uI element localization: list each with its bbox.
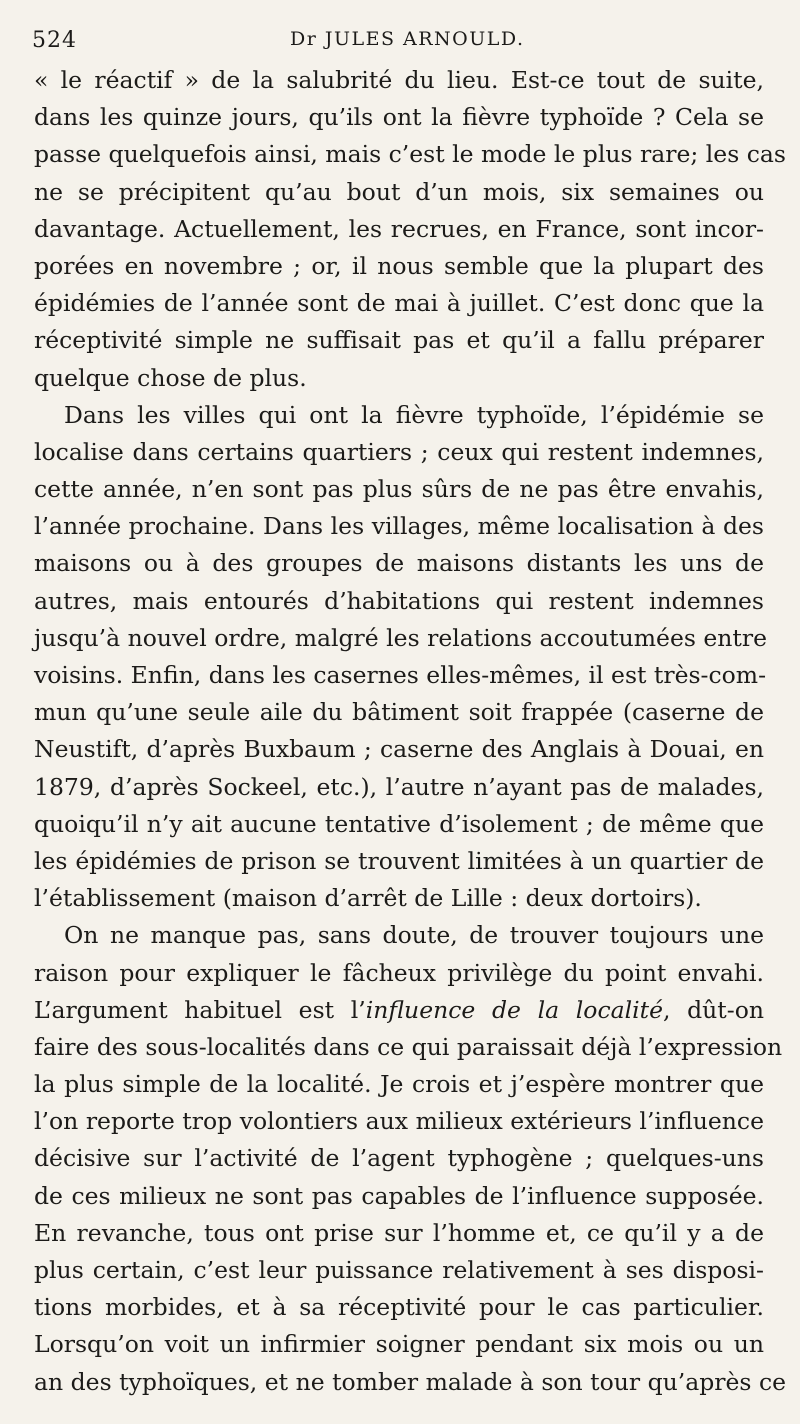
text-line: la plus simple de la localité. Je crois et j’espère montrer que (34, 1070, 764, 1099)
line-prefix: L’argument habituel est l’ (34, 995, 366, 1024)
text-line: dans les quinze jours, qu’ils ont la fièvre typhoïde ? Cela se (34, 103, 764, 132)
text-line: an des typhoïques, et ne tomber malade à son tour qu’après ce (34, 1367, 787, 1396)
running-head-author: Dr JULES ARNOULD. (290, 28, 525, 50)
text-line: tions morbides, et à sa réceptivité pour le cas particulier. (34, 1293, 764, 1322)
text-line: maisons ou à des groupes de maisons distants les uns de (34, 549, 764, 578)
text-line: autres, mais entourés d’habitations qui restent indemnes (34, 586, 764, 615)
line-suffix: , dût-on (663, 995, 764, 1024)
text-line: localise dans certains quartiers ; ceux qui restent indemnes, (34, 437, 764, 466)
running-head (32, 28, 760, 60)
text-line: quoiqu’il n’y ait aucune tentative d’isolement ; de même que (34, 809, 764, 838)
text-line: jusqu’à nouvel ordre, malgré les relations accoutumées entre (34, 623, 768, 652)
paragraph-last-line: l’établissement (maison d’arrêt de Lille : deux dortoirs). (34, 884, 702, 913)
page-number: 524 (32, 28, 77, 53)
text-line: davantage. Actuellement, les recrues, en France, sont incor- (34, 214, 764, 243)
text-line: les épidémies de prison se trouvent limitées à un quartier de (34, 846, 764, 875)
text-line: de ces milieux ne sont pas capables de l’influence supposée. (34, 1181, 764, 1210)
text-line: mun qu’une seule aile du bâtiment soit frappée (caserne de (34, 698, 764, 727)
text-line: passe quelquefois ainsi, mais c’est le mode le plus rare; les cas (34, 140, 786, 169)
text-line: Lorsqu’on voit un infirmier soigner pendant six mois ou un (34, 1330, 764, 1359)
text-line: « le réactif » de la salubrité du lieu. Est-ce tout de suite, (34, 66, 764, 94)
text-line: faire des sous-localités dans ce qui paraissait déjà l’expression (34, 1032, 783, 1061)
paragraph-first-line: Dans les villes qui ont la fièvre typhoïde, l’épidémie se (64, 400, 764, 429)
text-line: raison pour expliquer le fâcheux privilège du point envahi. (34, 958, 764, 987)
text-line: l’année prochaine. Dans les villages, même localisation à des (34, 512, 764, 541)
paragraph-first-line: On ne manque pas, sans doute, de trouver toujours une (64, 921, 764, 950)
text-line: En revanche, tous ont prise sur l’homme et, ce qu’il y a de (34, 1218, 764, 1247)
text-line: voisins. Enfin, dans les casernes elles-mêmes, il est très-com- (34, 661, 767, 689)
text-line: ne se précipitent qu’au bout d’un mois, six semaines ou (34, 177, 764, 206)
text-line: l’on reporte trop volontiers aux milieux extérieurs l’influence (34, 1107, 764, 1136)
italic-phrase: influence de la localité (365, 995, 663, 1024)
text-line: épidémies de l’année sont de mai à juillet. C’est donc que la (34, 289, 764, 318)
text-line: décisive sur l’activité de l’agent typhogène ; quelques-uns (34, 1144, 764, 1173)
paragraph-last-line: quelque chose de plus. (34, 363, 307, 392)
text-line: 1879, d’après Sockeel, etc.), l’autre n’ayant pas de malades, (34, 772, 764, 801)
text-line: réceptivité simple ne suffisait pas et qu’il a fallu préparer (34, 326, 764, 355)
text-line: Neustift, d’après Buxbaum ; caserne des Anglais à Douai, en (34, 735, 764, 764)
text-line: cette année, n’en sont pas plus sûrs de ne pas être envahis, (34, 475, 764, 504)
text-line-with-italic (34, 992, 764, 1029)
text-line: plus certain, c’est leur puissance relativement à ses disposi- (34, 1256, 764, 1284)
text-line: porées en novembre ; or, il nous semble que la plupart des (34, 251, 764, 280)
page-body-text (34, 62, 787, 1401)
